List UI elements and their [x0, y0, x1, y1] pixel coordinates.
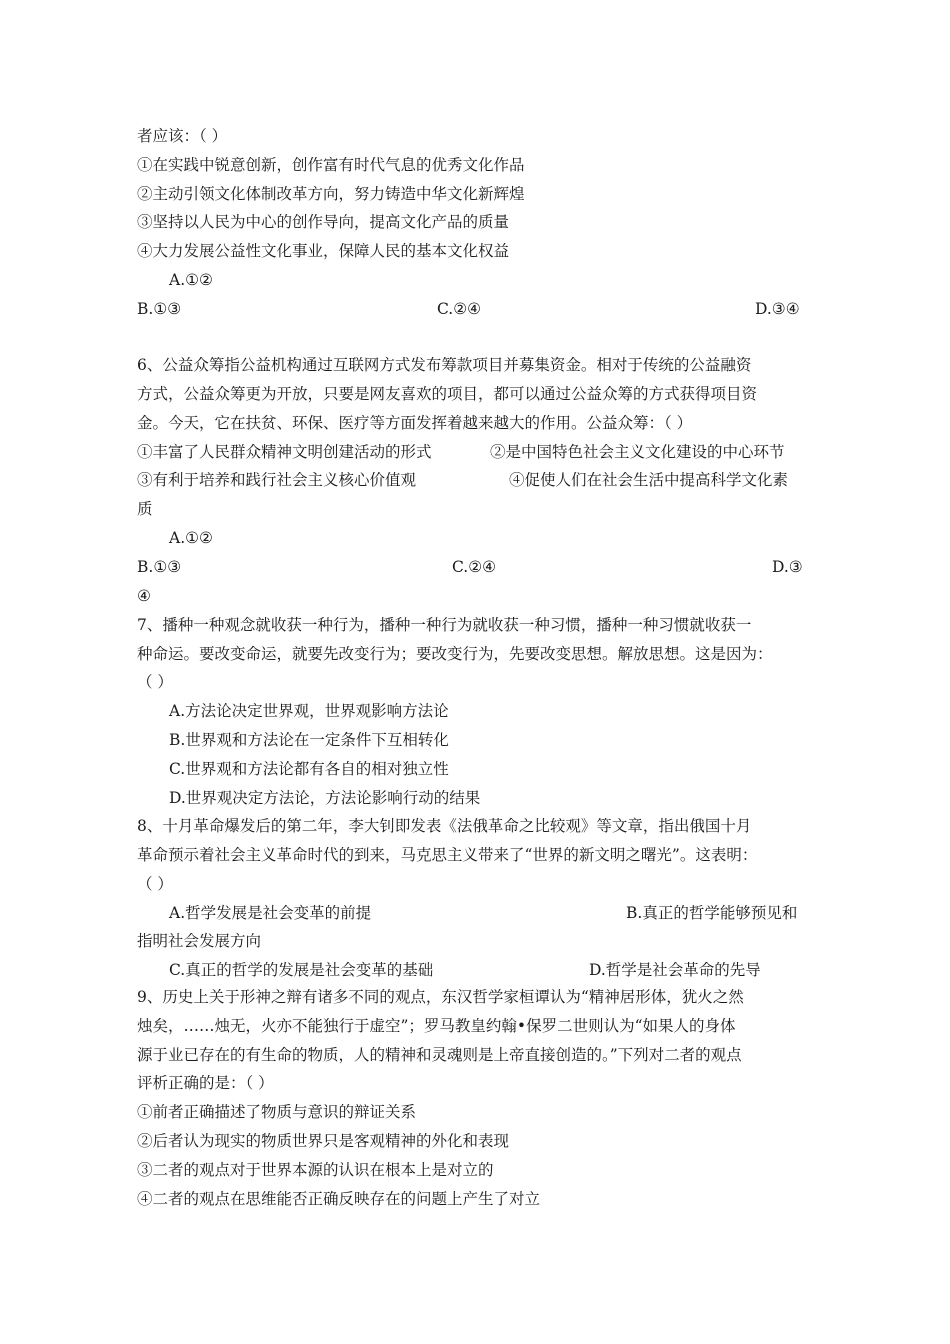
- q5-stem-end: 者应该：（ ）: [137, 127, 228, 145]
- q8-stem-line-3: （ ）: [137, 875, 173, 893]
- q6-option-d-wrap: ④: [137, 587, 151, 605]
- q9-statement-2: ②后者认为现实的物质世界只是客观精神的外化和表现: [137, 1132, 510, 1150]
- q6-option-b: B.①③: [137, 558, 182, 576]
- q5-statement-2: ②主动引领文化体制改革方向，努力铸造中华文化新辉煌: [137, 185, 525, 203]
- q6-option-d: D.③: [772, 558, 803, 576]
- q7-option-c: C.世界观和方法论都有各自的相对独立性: [169, 760, 449, 778]
- q5-option-c: C.②④: [437, 300, 482, 318]
- q9-stem-line-2: 烛矣，……烛无，火亦不能独行于虚空”；罗马教皇约翰•保罗二世则认为“如果人的身体: [137, 1017, 736, 1035]
- q6-stem-line-1: 6、公益众筹指公益机构通过互联网方式发布筹款项目并募集资金。相对于传统的公益融资: [137, 356, 752, 374]
- q5-option-d: D.③④: [755, 300, 800, 318]
- q8-option-b-wrap: 指明社会发展方向: [137, 932, 262, 950]
- q5-statement-3: ③坚持以人民为中心的创作导向，提高文化产品的质量: [137, 213, 510, 231]
- q8-stem-line-1: 8、十月革命爆发后的第二年，李大钊即发表《法俄革命之比较观》等文章，指出俄国十月: [137, 817, 752, 835]
- q6-statement-2: ②是中国特色社会主义文化建设的中心环节: [490, 443, 785, 461]
- q6-statement-4: ④促使人们在社会生活中提高科学文化素: [509, 471, 789, 489]
- q8-option-d: D.哲学是社会革命的先导: [589, 961, 761, 979]
- q7-stem-line-1: 7、播种一种观念就收获一种行为，播种一种行为就收获一种习惯，播种一种习惯就收获一: [137, 616, 752, 634]
- q7-option-d: D.世界观决定方法论，方法论影响行动的结果: [169, 789, 481, 807]
- q9-statement-3: ③二者的观点对于世界本源的认识在根本上是对立的: [137, 1161, 494, 1179]
- q5-option-b: B.①③: [137, 300, 182, 318]
- q8-option-c: C.真正的哲学的发展是社会变革的基础: [169, 961, 434, 979]
- q9-statement-1: ①前者正确描述了物质与意识的辩证关系: [137, 1103, 417, 1121]
- q5-statement-1: ①在实践中锐意创新，创作富有时代气息的优秀文化作品: [137, 156, 525, 174]
- q6-statement-1: ①丰富了人民群众精神文明创建活动的形式: [137, 443, 432, 461]
- q6-statement-3: ③有利于培养和践行社会主义核心价值观: [137, 471, 417, 489]
- q9-stem-line-4: 评析正确的是：（ ）: [137, 1074, 274, 1092]
- q6-stem-line-3: 金。今天，它在扶贫、环保、医疗等方面发挥着越来越大的作用。公益众筹：（ ）: [137, 414, 693, 432]
- q7-stem-line-3: （ ）: [137, 673, 173, 691]
- q7-stem-line-2: 种命运。要改变命运，就要先改变行为；要改变行为，先要改变思想。解放思想。这是因为：: [137, 645, 773, 663]
- q8-option-b: B.真正的哲学能够预见和: [626, 904, 798, 922]
- q6-statement-4-wrap: 质: [137, 500, 153, 518]
- q8-option-a: A.哲学发展是社会变革的前提: [169, 904, 372, 922]
- q5-statement-4: ④大力发展公益性文化事业，保障人民的基本文化权益: [137, 242, 510, 260]
- q6-option-c: C.②④: [452, 558, 497, 576]
- q5-option-a: A.①②: [169, 271, 213, 289]
- q7-option-b: B.世界观和方法论在一定条件下互相转化: [169, 731, 449, 749]
- q9-statement-4: ④二者的观点在思维能否正确反映存在的问题上产生了对立: [137, 1190, 541, 1208]
- q8-stem-line-2: 革命预示着社会主义革命时代的到来，马克思主义带来了“世界的新文明之曙光”。这表明：: [137, 846, 758, 864]
- q7-option-a: A.方法论决定世界观，世界观影响方法论: [169, 702, 449, 720]
- q9-stem-line-1: 9、历史上关于形神之辩有诸多不同的观点，东汉哲学家桓谭认为“精神居形体，犹火之然: [137, 988, 744, 1006]
- q6-stem-line-2: 方式，公益众筹更为开放，只要是网友喜欢的项目，都可以通过公益众筹的方式获得项目资: [137, 385, 758, 403]
- q9-stem-line-3: 源于业已存在的有生命的物质，人的精神和灵魂则是上帝直接创造的。”下列对二者的观点: [137, 1046, 742, 1064]
- q6-option-a: A.①②: [169, 529, 213, 547]
